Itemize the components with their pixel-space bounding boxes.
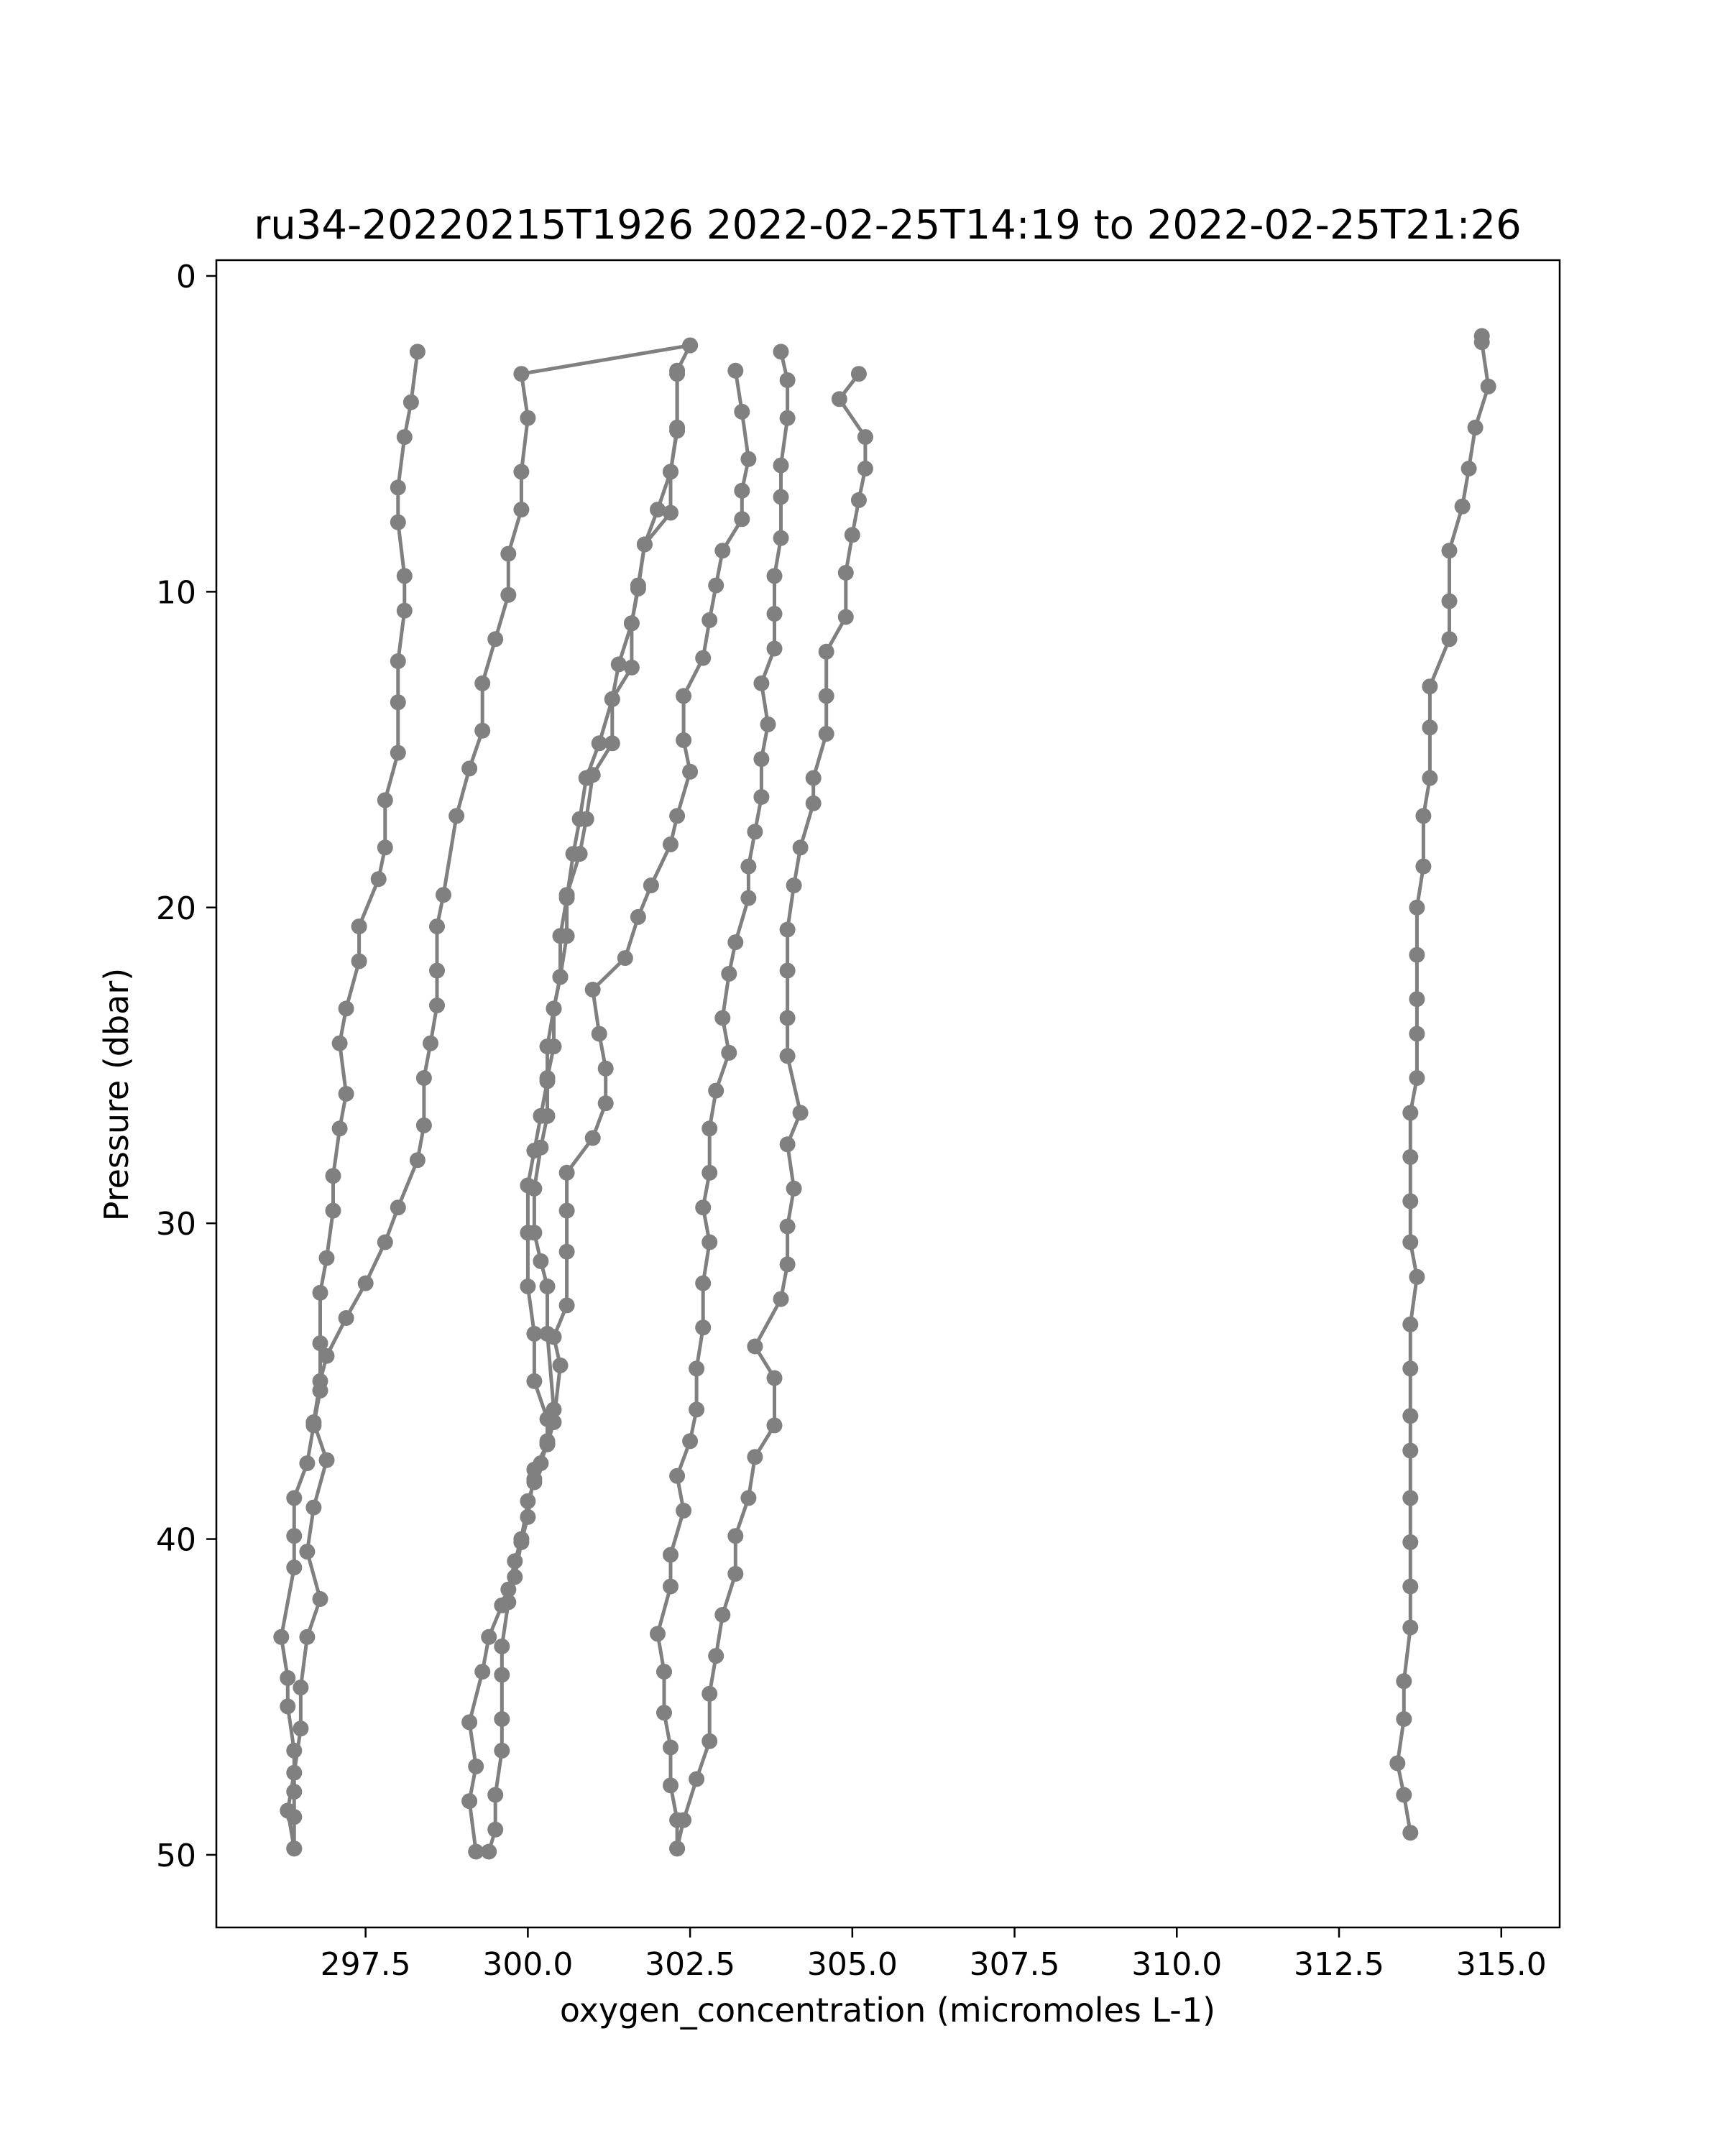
data-point [702,1235,717,1250]
data-point [663,837,678,852]
data-point [585,1130,601,1146]
data-point [487,1787,503,1803]
data-point [727,1528,743,1544]
data-point [753,676,769,691]
data-point [332,1036,348,1051]
data-point [481,1629,497,1645]
data-point [1402,1490,1418,1506]
data-point [397,568,413,584]
data-point [780,1256,796,1272]
data-point [669,420,685,436]
x-tick-label: 315.0 [1455,1946,1547,1983]
data-point [1409,1070,1425,1086]
data-point [546,1329,562,1345]
data-point [1461,461,1477,476]
data-point [650,1626,666,1641]
data-point [819,644,834,660]
data-point [559,1297,575,1313]
data-point [780,1048,796,1064]
data-point [780,1136,796,1152]
data-point [520,1509,535,1525]
data-point [714,1010,730,1026]
data-point [1409,900,1425,916]
data-point [845,527,860,543]
data-point [1474,334,1490,350]
data-point [1396,1673,1412,1689]
data-point [630,581,646,596]
data-point [390,694,406,710]
data-point [1396,1787,1412,1803]
data-point [1402,1620,1418,1636]
data-point [1402,1825,1418,1841]
data-point [773,1291,789,1307]
data-point [663,1547,678,1563]
data-point [1402,1443,1418,1459]
data-point [559,1203,575,1219]
data-point [1396,1711,1412,1727]
data-point [448,808,464,824]
data-point [513,366,529,382]
data-point [1402,1317,1418,1332]
data-point [727,363,743,379]
data-point [299,1544,315,1560]
data-point [676,732,691,748]
data-point [280,1670,295,1686]
data-point [857,429,873,445]
data-point [566,846,581,862]
data-point [773,458,789,474]
data-point [540,1073,556,1089]
data-point [702,1165,717,1181]
data-point [371,871,387,887]
data-point [533,1253,548,1269]
data-point [857,461,873,476]
data-point [313,1591,328,1607]
data-point [403,395,419,410]
data-point [663,464,678,479]
data-point [572,811,588,827]
data-point [487,1822,503,1838]
data-point [339,1310,354,1326]
data-point [377,839,393,855]
data-point [786,1181,802,1197]
x-tick-label: 302.5 [645,1946,736,1983]
data-point [358,1276,374,1291]
data-point [585,982,601,998]
data-point [520,1177,535,1193]
data-point [806,796,822,811]
data-point [598,1095,614,1111]
data-point [708,1083,724,1099]
data-point [676,1812,691,1828]
data-point [286,1560,302,1575]
data-point [780,1010,796,1026]
data-point [377,792,393,808]
data-point [721,966,737,982]
data-point [1442,594,1458,609]
data-point [1422,678,1438,694]
data-point [598,1061,614,1077]
data-point [513,1534,529,1550]
data-point [397,603,413,619]
data-point [1402,1534,1418,1550]
data-point [351,954,367,969]
data-point [293,1720,308,1736]
data-point [286,1841,302,1856]
data-point [390,1199,406,1215]
data-point [851,366,867,382]
data-point [299,1629,315,1645]
data-point [423,1036,438,1051]
data-point [832,391,847,407]
data-point [669,1841,685,1856]
data-point [500,587,516,603]
data-point [663,1740,678,1756]
data-point [416,1070,432,1086]
data-point [637,537,653,553]
data-point [702,1733,717,1749]
data-point [377,1235,393,1250]
data-point [740,859,756,875]
data-point [1402,1408,1418,1424]
data-point [326,1168,341,1184]
data-point [468,1759,484,1774]
data-point [747,1449,763,1465]
data-point [313,1285,328,1301]
data-point [592,1026,607,1042]
data-point [553,928,569,944]
data-point [656,1705,672,1720]
data-point [305,1500,321,1516]
data-point [753,789,769,805]
data-point [559,1165,575,1181]
data-point [702,1120,717,1136]
data-point [767,568,783,584]
data-point [1468,420,1484,436]
data-point [663,1579,678,1595]
data-point [474,723,490,739]
data-point [520,410,535,426]
data-point [1402,1360,1418,1376]
data-point [553,969,569,985]
data-point [293,1680,308,1695]
data-point [714,1607,730,1623]
data-point [481,1844,497,1860]
data-point [773,530,789,546]
data-point [520,1279,535,1294]
data-point [494,1667,510,1683]
x-tick-label: 312.5 [1294,1946,1384,1983]
data-point [624,615,640,631]
data-point [617,950,633,966]
data-point [767,1370,783,1386]
data-point [689,1401,704,1417]
data-point [305,1414,321,1430]
data-point [429,963,445,979]
data-point [604,691,620,707]
data-point [286,1490,302,1506]
data-point [734,404,750,420]
data-point [507,1569,523,1585]
data-point [351,918,367,934]
data-point [1402,1193,1418,1209]
data-point [663,1777,678,1793]
data-point [819,688,834,704]
data-point [1442,631,1458,647]
x-tick-label: 310.0 [1131,1946,1223,1983]
data-point [767,641,783,657]
data-point [734,511,750,527]
data-point [1402,1235,1418,1250]
data-point [1389,1756,1405,1772]
data-point [780,1219,796,1235]
data-point [780,410,796,426]
data-point [780,963,796,979]
data-point [416,1118,432,1133]
data-point [526,1326,542,1342]
data-point [1415,859,1431,875]
data-point [1422,719,1438,735]
chart-title: ru34-20220215T1926 2022-02-25T14:19 to 2022-02-25T21:26 [254,202,1522,249]
data-point [546,1414,562,1430]
data-point [682,338,698,354]
data-point [669,363,685,379]
y-tick-label: 50 [156,1837,196,1874]
data-point [702,612,717,628]
data-point [319,1452,335,1468]
data-point [793,1105,809,1120]
data-point [1455,499,1471,515]
data-point [727,1566,743,1582]
data-point [390,653,406,669]
data-point [1481,379,1496,395]
data-point [708,578,724,594]
data-point [286,1528,302,1544]
data-point [695,1276,711,1291]
data-point [689,1360,704,1376]
data-point [332,1120,348,1136]
data-point [429,998,445,1013]
data-point [533,1108,548,1124]
data-point [559,1244,575,1260]
data-point [773,344,789,359]
data-point [1422,770,1438,786]
y-tick-label: 10 [156,574,196,612]
data-point [819,726,834,742]
data-point [500,1594,516,1610]
data-point [1409,947,1425,963]
data-point [390,479,406,495]
x-tick-label: 300.0 [482,1946,574,1983]
data-point [540,1437,556,1452]
data-point [494,1639,510,1654]
data-point [326,1203,341,1219]
data-point [695,650,711,666]
data-point [1415,808,1431,824]
data-point [669,1468,685,1484]
data-point [630,909,646,925]
data-point [461,1793,477,1809]
data-point [793,839,809,855]
data-point [650,502,666,517]
data-point [410,1152,426,1168]
data-point [734,483,750,499]
x-tick-label: 297.5 [320,1946,411,1983]
data-point [695,1199,711,1215]
data-point [540,1279,556,1294]
data-point [682,1433,698,1449]
data-point [695,1319,711,1335]
data-point [747,824,763,839]
data-point [390,515,406,530]
data-point [461,760,477,776]
data-point [513,502,529,517]
data-point [643,877,659,893]
data-point [339,1000,354,1016]
data-point [714,543,730,558]
data-point [436,887,451,903]
y-tick-label: 30 [156,1206,196,1243]
data-point [474,1664,490,1680]
data-point [682,764,698,780]
data-point [500,546,516,562]
data-point [1409,1026,1425,1042]
data-point [760,717,776,732]
data-point [838,609,854,625]
data-point [786,877,802,893]
data-point [546,1000,562,1016]
data-point [461,1714,477,1730]
data-point [806,770,822,786]
data-point [299,1455,315,1471]
x-tick-label: 305.0 [806,1946,898,1983]
data-point [280,1698,295,1714]
x-axis-label: oxygen_concentration (micromoles L-1) [559,1991,1216,2030]
data-point [559,890,575,906]
data-point [280,1802,295,1818]
data-point [656,1664,672,1680]
data-point [727,934,743,950]
data-point [579,770,594,786]
data-point [494,1711,510,1727]
data-point [526,1462,542,1478]
data-point [721,1045,737,1061]
data-point [319,1250,335,1266]
data-point [702,1686,717,1702]
data-point [676,688,691,704]
data-point [273,1629,289,1645]
data-point [1402,1105,1418,1120]
data-point [773,489,789,505]
data-point [513,464,529,479]
y-axis-label: Pressure (dbar) [97,967,136,1222]
data-point [1442,543,1458,558]
data-point [851,492,867,508]
y-tick-label: 0 [176,258,196,295]
data-point [313,1373,328,1389]
y-tick-label: 20 [156,890,196,927]
data-point [767,1417,783,1433]
data-point [753,751,769,767]
data-point [780,922,796,938]
data-point [676,1503,691,1519]
data-point [1402,1579,1418,1595]
data-point [740,1490,756,1506]
data-point [526,1143,542,1158]
data-point [611,656,627,672]
data-point [526,1373,542,1389]
data-point [429,918,445,934]
x-tick-label: 307.5 [969,1946,1060,1983]
data-point [740,890,756,906]
data-point [487,631,503,647]
y-tick-label: 40 [156,1521,196,1559]
data-point [410,344,426,359]
data-point [319,1348,335,1364]
data-point [740,451,756,467]
data-point [780,372,796,388]
data-point [390,745,406,761]
data-point [474,676,490,691]
data-point [767,606,783,622]
data-point [592,735,607,751]
data-point [397,429,413,445]
data-point [553,1358,569,1373]
data-point [1402,1149,1418,1165]
data-point [838,565,854,581]
data-point [540,1038,556,1054]
data-point [286,1765,302,1781]
data-point [1409,991,1425,1007]
data-point [494,1743,510,1759]
data-point [520,1225,535,1240]
data-point [1409,1269,1425,1285]
data-point [689,1772,704,1787]
data-point [708,1648,724,1664]
data-point [669,808,685,824]
data-point [747,1339,763,1355]
data-point [339,1086,354,1102]
